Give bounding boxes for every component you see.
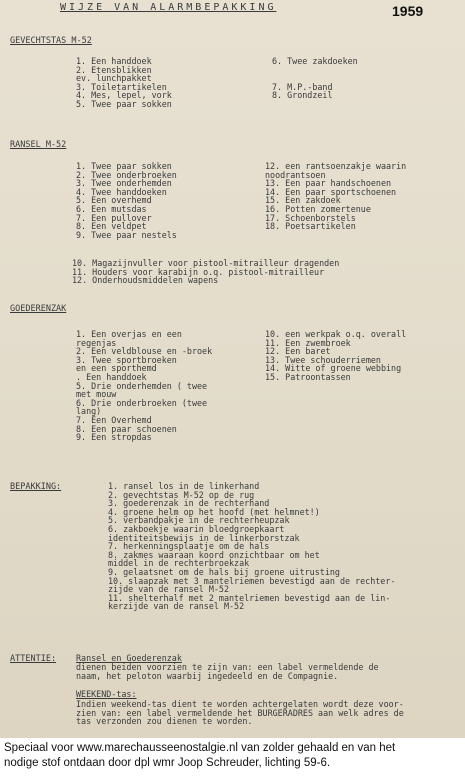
list-item: 4. Twee handdoeken [76,186,167,197]
list-item [272,66,358,75]
gevechtstas-list-right [272,57,358,100]
list-item: 10. een werkpak o.q. overall [265,329,407,339]
attentie-subheading: Ransel en Goederenzak [76,653,182,663]
list-item: 9. gelaatsnet om de hals bij groene uitrusting [108,566,340,577]
list-item: lang) [76,406,102,417]
list-item: 4. groene helm op het hoofd (met helmnet!) [108,506,320,517]
ransel-list-left [76,162,177,239]
list-item: 7. Een Overhemd [76,414,152,425]
list-item: 1. Een handdoek [76,56,152,66]
list-item: 5. Drie onderhemden ( twee [76,380,208,391]
list-item: 7. Een pullover [76,212,152,223]
list-item: 14. Witte of groene webbing [265,363,402,374]
text-line: tas verzonden zou dienen te worden. [76,716,253,727]
list-item: 9. Een stropdas [76,432,152,443]
document-title: WIJZE VAN ALARMBEPAKKING [60,2,277,13]
list-item: 5. Een overhemd [76,195,152,206]
list-item: 11. shelterhalf met 2 mantelriemen bevestigd aan de lin- [108,592,391,603]
list-item: 17. Schoenborstels [265,212,356,223]
list-item: ev. lunchpakket [76,73,152,84]
list-item: 13. Een paar handschoenen [265,178,392,189]
weekend-subheading: WEEKEND-tas: [76,689,137,699]
list-item: 3. goederenzak in de rechterhand [108,498,270,509]
list-item: 6. zakboekje waarin bloedgroepkaart [108,523,285,534]
image-caption [4,741,464,771]
list-item: 5. Twee paar sokken [76,98,172,109]
text-line: naam, het peloton waarbij ingedeeld en de Compagnie. [76,670,339,681]
bepakking-list [108,482,395,611]
list-item: 14. Een paar sportschoenen [265,186,397,197]
list-item: 6. Een mutsdas [76,203,147,214]
ransel-list-full [72,259,339,285]
list-item: 1. ransel los in de linkerhand [108,481,260,491]
list-item: 13. Twee schouderriemen [265,354,381,365]
list-item: 8. Een paar schoenen [76,423,177,434]
list-item: 7. M.P.-band [272,81,333,92]
list-item: 6. Twee zakdoeken [272,56,358,66]
list-item: 8. zakmes waaraan koord onzichtbaar om het [108,549,320,560]
list-item: met mouw [76,389,117,400]
list-item: 7. herkenningsplaatje om de hals [108,541,270,552]
section-heading-bepakking: BEPAKKING: [10,482,62,492]
list-item: 6. Drie onderbroeken (twee [76,397,208,408]
list-item: identiteitsbewijs in de linkerborstzak [108,532,300,543]
section-heading-gevechtstas: GEVECHTSTAS M-52 [10,36,92,46]
caption-line: nodige stof ontdaan door dpl wmr Joop Schreuder, lichting 59-6. [4,757,331,769]
ransel-list-right [265,162,406,231]
attentie-text [76,663,379,680]
list-item: 3. Twee onderhemden [76,178,172,189]
list-item: 10. Magazijnvuller voor pistool-mitrailleur dragenden [72,258,340,268]
section-heading-ransel: RANSEL M-52 [10,140,67,150]
list-item: 2. Etensblikken [76,64,152,75]
list-item: 15. Patroontassen [265,371,351,382]
goederenzak-list-right [265,330,406,382]
list-item: 11. Houders voor karabijn o.q. pistool-mitrailleur [72,266,325,277]
list-item: zijde van de ransel M-52 [108,584,230,595]
text-line: zien van: een label vermeldende het BURGERADRES aan welk adres de [76,707,404,718]
list-item: 5. verbandpakje in de rechterheupzak [108,515,290,526]
list-item: 8. Grondzeil [272,90,333,101]
list-item: noodrantsoen [265,169,326,180]
list-item: 4. Mes, lepel, vork [76,90,172,101]
list-item: middel in de rechterbroekzak [108,558,250,569]
list-item: 1. Een overjas en een [76,329,182,339]
list-item: kerzijde van de ransel M-52 [108,601,245,612]
list-item: regenjas [76,337,117,348]
list-item: 3. Toiletartikelen [76,81,167,92]
list-item: 15. Een zakdoek [265,195,341,206]
list-item: 16. Potten zomertenue [265,203,371,214]
text-line: dienen beiden voorzien te zijn van: een label vermeldende de [76,662,379,672]
list-item: 2. gevechtstas M-52 op de rug [108,489,255,500]
gevechtstas-list-left [76,57,172,109]
list-item: 12. Onderhoudsmiddelen wapens [72,275,219,286]
list-item: 12. Een baret [265,346,331,357]
list-item: 2. Een veldblouse en -broek [76,346,213,357]
list-item: 3. Twee sportbroeken [76,354,177,365]
list-item: 8. Een veldpet [76,221,147,232]
list-item: 11. Een zwembroek [265,337,351,348]
weekend-text [76,700,404,726]
list-item: . Een handdoek [76,371,147,382]
year-label: 1959 [392,3,424,19]
list-item: 18. Poetsartikelen [265,221,356,232]
list-item: 9. Twee paar nestels [76,229,177,240]
list-item: en een sporthemd [76,363,157,374]
list-item: 10. slaapzak met 3 mantelriemen bevestigd aan de rechter- [108,575,396,586]
list-item: 1. Twee paar sokken [76,161,172,171]
goederenzak-list-left [76,330,212,442]
list-item: 2. Twee onderbroeken [76,169,177,180]
section-heading-attentie: ATTENTIE: [10,654,57,664]
caption-line: Speciaal voor www.marechausseenostalgie.nl van zolder gehaald en van het [4,742,396,754]
text-line: Indien weekend-tas dient te worden achtergelaten wordt deze voor- [76,699,404,709]
list-item: 12. een rantsoenzakje waarin [265,161,407,171]
section-heading-goederenzak: GOEDERENZAK [10,304,67,314]
